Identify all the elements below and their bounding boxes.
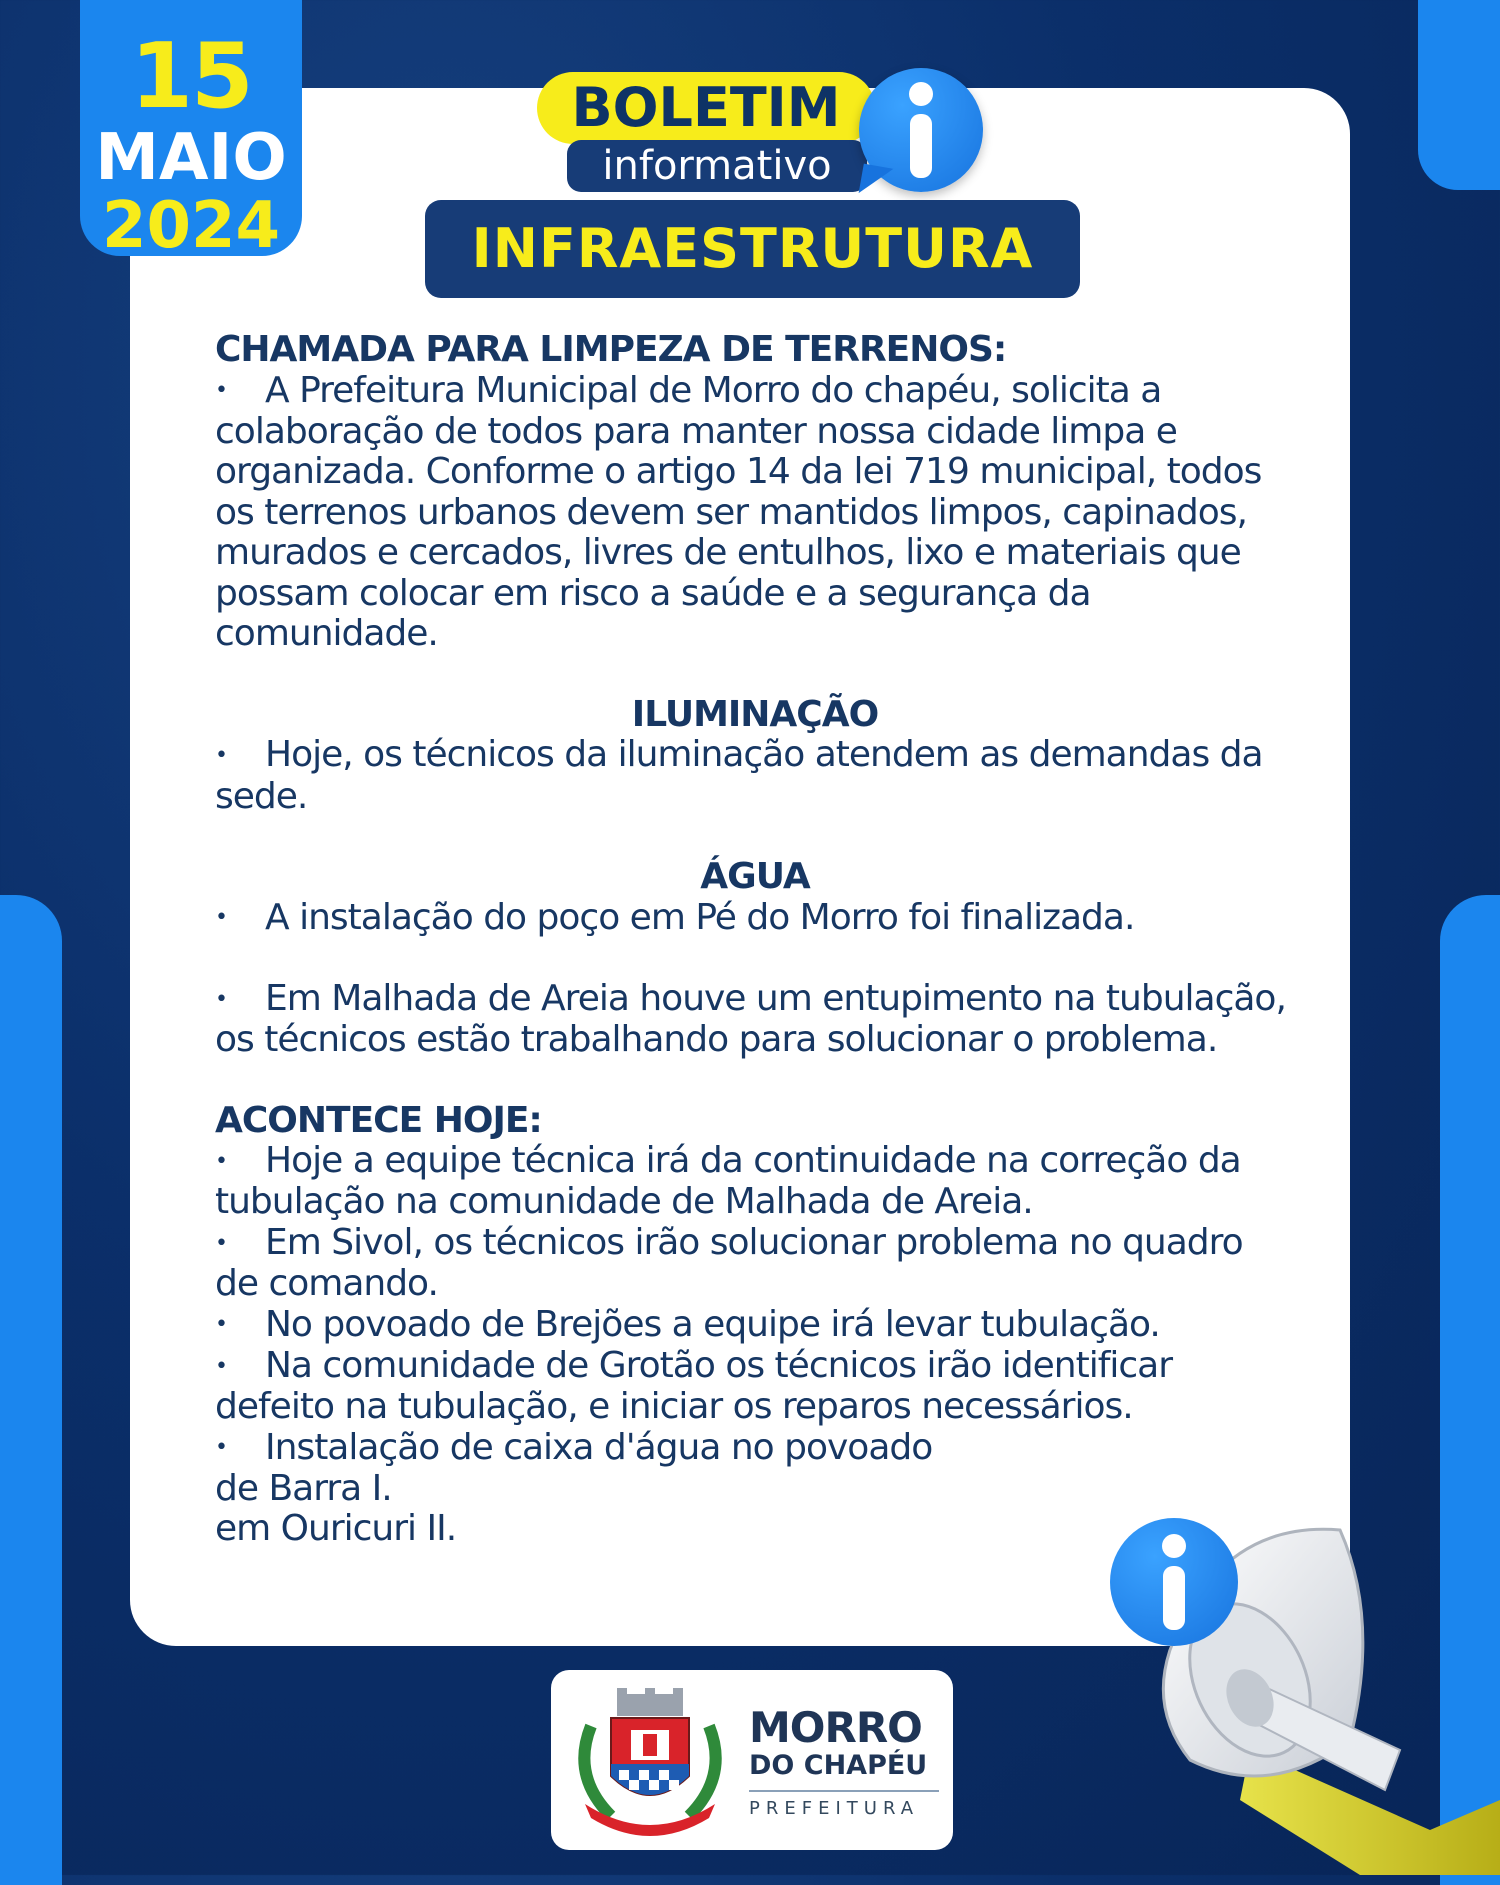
- acontece-item-2: • Em Sivol, os técnicos irão solucionar problema no quadro de comando.: [215, 1223, 1295, 1305]
- agua-item-1: • A instalação do poço em Pé do Morro foi finalizada.: [215, 898, 1295, 939]
- informativo-label: informativo: [567, 140, 867, 192]
- acontece-heading: ACONTECE HOJE:: [215, 1099, 542, 1141]
- town-name-divider: [749, 1790, 939, 1792]
- date-month: MAIO: [95, 121, 287, 195]
- date-year: 2024: [101, 189, 281, 263]
- boletim-label: BOLETIM: [537, 72, 875, 144]
- acontece-item-1: • Hoje a equipe técnica irá da continuidade na correção da: [215, 1141, 1295, 1182]
- acontece-item-5: • Instalação de caixa d'água no povoado: [215, 1428, 1295, 1469]
- info-bubble-icon: [859, 68, 983, 192]
- town-name-line2: DO CHAPÉU: [749, 1750, 928, 1781]
- town-name-line3: PREFEITURA: [749, 1798, 920, 1819]
- bulletin-content: [215, 330, 1295, 1550]
- prefeitura-logo: [551, 1670, 953, 1850]
- limpeza-heading: CHAMADA PARA LIMPEZA DE TERRENOS:: [215, 329, 1007, 370]
- iluminacao-heading: ILUMINAÇÃO: [631, 693, 879, 735]
- crest-icon: [571, 1686, 729, 1836]
- iluminacao-item: • Hoje, os técnicos da iluminação atendem as demandas da sede.: [215, 735, 1295, 817]
- date-badge: [80, 0, 302, 263]
- acontece-item-1-cont: tubulação na comunidade de Malhada de Areia.: [215, 1181, 1033, 1223]
- acontece-item-5-cont-2: em Ouricuri II.: [215, 1508, 457, 1550]
- agua-heading: ÁGUA: [700, 856, 810, 897]
- acontece-item-3: • No povoado de Brejões a equipe irá levar tubulação.: [215, 1305, 1295, 1346]
- boletim-logo: [537, 68, 997, 198]
- limpeza-item: • A Prefeitura Municipal de Morro do chapéu, solicita a colaboração de todos para manter nossa cidade limpa e organizada. Conforme o artigo 14 da lei 719 municipal, todos os terrenos urbanos devem ser mantidos limpos, capinados, murados e cercados, livres de entulhos, lixo e materiais que possam colocar em risco a saúde e a segurança da comunidade.: [215, 371, 1295, 655]
- acontece-item-4: • Na comunidade de Grotão os técnicos irão identificar defeito na tubulação, e iniciar os reparos necessários.: [215, 1346, 1295, 1428]
- side-accent-left: [0, 895, 62, 1885]
- town-name-line1: MORRO: [749, 1703, 922, 1752]
- agua-item-2: • Em Malhada de Areia houve um entupimento na tubulação, os técnicos estão trabalhando para solucionar o problema.: [215, 979, 1295, 1061]
- town-name: [749, 1703, 949, 1819]
- corner-accent-top-right: [1418, 0, 1500, 190]
- acontece-item-5-cont-1: de Barra I.: [215, 1467, 392, 1509]
- date-day: 15: [130, 24, 252, 129]
- section-banner: INFRAESTRUTURA: [425, 200, 1080, 298]
- megaphone-info-icon: [1110, 1518, 1238, 1646]
